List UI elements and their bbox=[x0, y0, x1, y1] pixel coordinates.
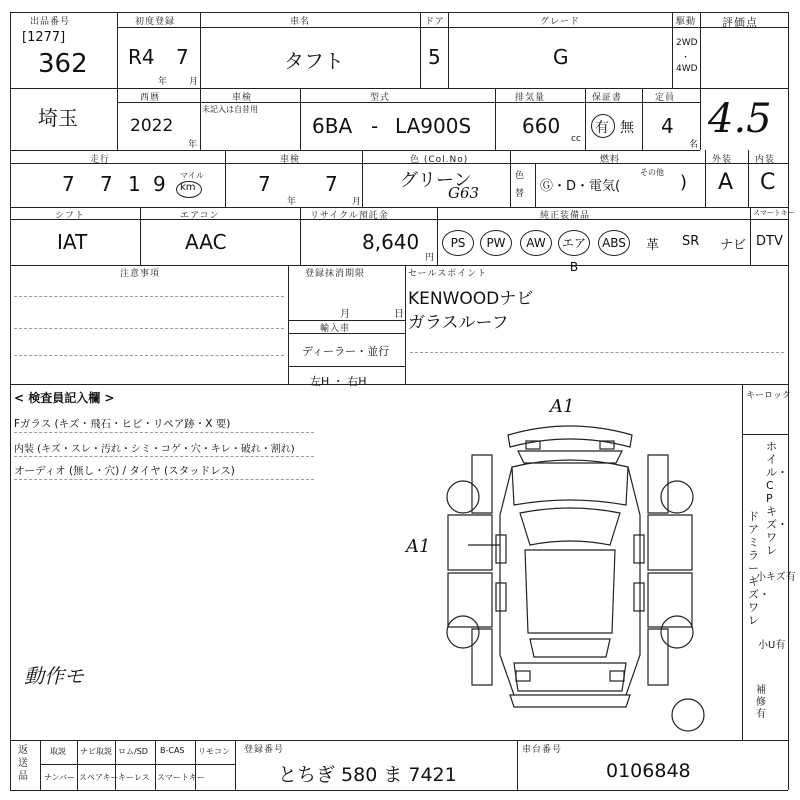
drive-4wd: 4WD bbox=[676, 64, 698, 74]
line-row3-bottom bbox=[10, 207, 788, 208]
score-value: 4.5 bbox=[708, 96, 772, 142]
import-label: 輸入車 bbox=[320, 324, 351, 334]
line bbox=[700, 12, 701, 88]
return-label: 返送品 bbox=[18, 745, 28, 782]
line bbox=[642, 88, 643, 150]
plate-label: 登録番号 bbox=[244, 745, 285, 755]
handle-side: 左H ・ 右H bbox=[310, 375, 367, 388]
capacity-unit: 名 bbox=[689, 140, 699, 150]
line bbox=[300, 88, 301, 150]
fuel-other: その他 bbox=[640, 168, 664, 177]
inspector-title: < 検査員記入欄 > bbox=[14, 391, 115, 405]
shift: IAT bbox=[57, 230, 88, 254]
line bbox=[200, 88, 201, 150]
dash bbox=[14, 296, 284, 297]
fuel-close: ) bbox=[680, 172, 688, 193]
line bbox=[585, 88, 586, 150]
grade: G bbox=[553, 45, 569, 69]
doors: 5 bbox=[428, 45, 441, 69]
chassis-label: 車台番号 bbox=[522, 745, 563, 755]
recycle-amount: 8,640 bbox=[362, 230, 420, 254]
line-notes-bottom bbox=[10, 384, 788, 385]
mileage-label: 走行 bbox=[90, 155, 111, 165]
key-lock-label: キーロック bbox=[746, 391, 791, 401]
line-footer-top bbox=[10, 740, 788, 741]
venue-label: 出品番号 bbox=[30, 17, 71, 27]
sales-point-1: KENWOODナビ bbox=[408, 289, 534, 309]
line bbox=[10, 163, 788, 164]
displacement-label: 排気量 bbox=[515, 93, 546, 103]
mileage-digit-2: 7 bbox=[100, 172, 113, 196]
reg-day-label: 日 bbox=[394, 309, 404, 320]
drive-label: 駆動 bbox=[676, 17, 697, 27]
shaken-year: 7 bbox=[258, 172, 271, 196]
type-dash: - bbox=[371, 114, 379, 138]
ac-label: エアコン bbox=[180, 211, 220, 221]
inspector-line-3: オーディオ (無し・穴) / タイヤ (スタッドレス) bbox=[14, 465, 235, 477]
keyless-label: スマートキー bbox=[753, 209, 795, 217]
line bbox=[748, 150, 749, 207]
line bbox=[300, 207, 301, 265]
line bbox=[200, 12, 201, 88]
shaken-month: 7 bbox=[325, 172, 338, 196]
line bbox=[77, 740, 78, 790]
warranty-label: 保証書 bbox=[592, 93, 623, 103]
line bbox=[420, 12, 421, 88]
mileage-digit-1: 7 bbox=[62, 172, 75, 196]
lot-bracket: [1277] bbox=[22, 30, 66, 45]
line bbox=[117, 88, 118, 150]
inspection-label: 車検 bbox=[232, 93, 253, 103]
first-reg-label: 初度登録 bbox=[135, 17, 176, 27]
color-change-label: 色替 bbox=[515, 171, 525, 199]
line bbox=[705, 150, 706, 207]
side-scratch: 小キズ有 bbox=[756, 572, 796, 583]
car-diagram bbox=[430, 395, 720, 735]
dash bbox=[14, 479, 314, 480]
line bbox=[405, 265, 406, 384]
lot-number: 362 bbox=[38, 49, 88, 79]
reg-month: 7 bbox=[176, 45, 189, 69]
fuel-options: Ⓖ・D・電気( bbox=[540, 179, 621, 194]
year-value-unit: 年 bbox=[188, 140, 198, 150]
color-code: G63 bbox=[448, 184, 480, 202]
inspector-line-2: 内装 (キズ・スレ・汚れ・シミ・コゲ・穴・キレ・破れ・割れ) bbox=[14, 444, 295, 455]
drive-2wd: 2WD bbox=[676, 38, 698, 48]
line bbox=[117, 27, 788, 28]
line bbox=[155, 740, 156, 790]
return-item-navi-manual: ナビ取説 bbox=[80, 747, 112, 756]
line bbox=[437, 207, 438, 265]
return-item-spare-key: スペアキー bbox=[79, 773, 119, 782]
line-row1-bottom bbox=[10, 88, 788, 89]
km-unit: km bbox=[180, 182, 196, 193]
displacement: 660 bbox=[522, 114, 561, 138]
line-footer-mid bbox=[40, 764, 235, 765]
shaken-month-unit: 月 bbox=[352, 197, 362, 207]
mile-unit: マイル bbox=[180, 171, 204, 180]
year-unit: 年 bbox=[158, 77, 168, 87]
line bbox=[362, 150, 363, 207]
return-item-remote: リモコン bbox=[198, 747, 230, 756]
recycle-label: リサイクル預託金 bbox=[310, 211, 389, 221]
capacity: 4 bbox=[661, 114, 674, 138]
interior-label: 内装 bbox=[755, 155, 776, 165]
equip-aw: AW bbox=[520, 230, 552, 256]
border-right bbox=[788, 12, 789, 790]
warranty-no: 無 bbox=[620, 120, 634, 136]
equip-sr: SR bbox=[682, 234, 700, 249]
inspector-line-1: Fガラス (キズ・飛石・ヒビ・リペア跡・X 要) bbox=[14, 418, 231, 430]
line bbox=[117, 12, 118, 88]
line bbox=[535, 163, 536, 207]
dealer-parallel: ディーラー・並行 bbox=[302, 345, 390, 358]
mileage-digit-3: 1 bbox=[128, 172, 141, 196]
line bbox=[448, 12, 449, 88]
era-year: R4 bbox=[128, 45, 155, 69]
chassis: 0106848 bbox=[606, 760, 691, 782]
sales-point-2: ガラスルーフ bbox=[408, 313, 509, 333]
mileage-digit-4: 9 bbox=[153, 172, 166, 196]
line-row2-bottom bbox=[10, 150, 700, 151]
equip-dtv: DTV bbox=[756, 234, 783, 249]
equip-navi: ナビ bbox=[720, 238, 747, 253]
equipment-label: 純正装備品 bbox=[540, 211, 591, 221]
type-prefix: 6BA bbox=[312, 114, 353, 138]
line bbox=[750, 207, 751, 265]
year-value: 2022 bbox=[130, 116, 174, 136]
dash bbox=[14, 328, 284, 329]
type-label: 型式 bbox=[370, 93, 391, 103]
dash bbox=[410, 352, 784, 353]
return-item-bcas: B-CAS bbox=[160, 746, 185, 755]
line bbox=[517, 740, 518, 790]
exterior-label: 外装 bbox=[712, 155, 733, 165]
equip-pw: PW bbox=[480, 230, 512, 256]
sales-label: セールスポイント bbox=[408, 269, 488, 279]
year-label: 西暦 bbox=[140, 93, 161, 103]
interior-grade: C bbox=[760, 170, 776, 195]
mark-top: A1 bbox=[550, 396, 575, 417]
border-bottom bbox=[10, 790, 788, 791]
return-item-smart-key: スマートキー bbox=[157, 773, 205, 782]
line bbox=[288, 366, 405, 367]
shaken-year-unit: 年 bbox=[287, 197, 297, 207]
return-item-rom: ロム/SD bbox=[118, 747, 148, 756]
reg-month-label: 月 bbox=[340, 309, 350, 320]
line bbox=[140, 207, 141, 265]
plate: とちぎ 580 ま 7421 bbox=[278, 764, 457, 786]
line bbox=[235, 740, 236, 790]
month-unit: 月 bbox=[189, 77, 199, 87]
equip-leather: 革 bbox=[646, 238, 660, 253]
line bbox=[495, 88, 496, 150]
line bbox=[742, 384, 743, 740]
model-name: タフト bbox=[284, 49, 344, 73]
fuel-label: 燃料 bbox=[600, 155, 621, 165]
side-col1: ホイル・CPキズ・ワレ bbox=[766, 440, 788, 557]
equip-abs: ABS bbox=[598, 230, 630, 256]
line bbox=[510, 150, 511, 207]
registration-label: 登録抹消期限 bbox=[305, 269, 366, 279]
side-col2: ドアミラーキズ・ワレ bbox=[748, 510, 770, 627]
capacity-label: 定員 bbox=[655, 93, 676, 103]
model-name-label: 車名 bbox=[290, 17, 311, 27]
dash bbox=[14, 432, 314, 433]
return-item-keyless: キーレス bbox=[118, 773, 150, 782]
return-item-manual: 取説 bbox=[50, 747, 66, 756]
line bbox=[742, 434, 788, 435]
score-label: 評価点 bbox=[722, 16, 758, 29]
return-item-number: ナンバー bbox=[44, 773, 76, 782]
exterior-grade: A bbox=[718, 170, 734, 195]
dash bbox=[14, 355, 284, 356]
side-repair: 補修有 bbox=[756, 685, 766, 720]
side-dent: 小U有 bbox=[758, 640, 786, 651]
grade-label: グレード bbox=[540, 17, 581, 27]
region: 埼玉 bbox=[38, 106, 78, 130]
drive-dot: ・ bbox=[681, 53, 691, 63]
yen-unit: 円 bbox=[425, 253, 435, 263]
ac: AAC bbox=[185, 230, 227, 254]
line bbox=[700, 88, 701, 150]
shift-label: シフト bbox=[55, 211, 86, 221]
line bbox=[672, 12, 673, 88]
handwritten-note: 動作モ bbox=[24, 664, 84, 688]
color: グリーン bbox=[400, 170, 472, 191]
door-label: ドア bbox=[425, 17, 445, 27]
line bbox=[10, 219, 788, 220]
line bbox=[40, 740, 41, 790]
color-label: 色 (Col.No) bbox=[410, 155, 469, 165]
dash bbox=[14, 456, 314, 457]
shaken-label: 車検 bbox=[280, 155, 301, 165]
inspection-note: 未記入は自昔用 bbox=[202, 105, 258, 114]
equip-airbag: エアB bbox=[558, 230, 590, 256]
warranty-yes: 有 bbox=[595, 120, 609, 136]
type-model: LA900S bbox=[395, 114, 472, 138]
border-left bbox=[10, 12, 11, 790]
cc-unit: cc bbox=[571, 134, 581, 144]
mark-side: A1 bbox=[406, 536, 431, 557]
line bbox=[225, 150, 226, 207]
equip-ps: PS bbox=[442, 230, 474, 256]
caution-label: 注意事項 bbox=[120, 269, 161, 279]
